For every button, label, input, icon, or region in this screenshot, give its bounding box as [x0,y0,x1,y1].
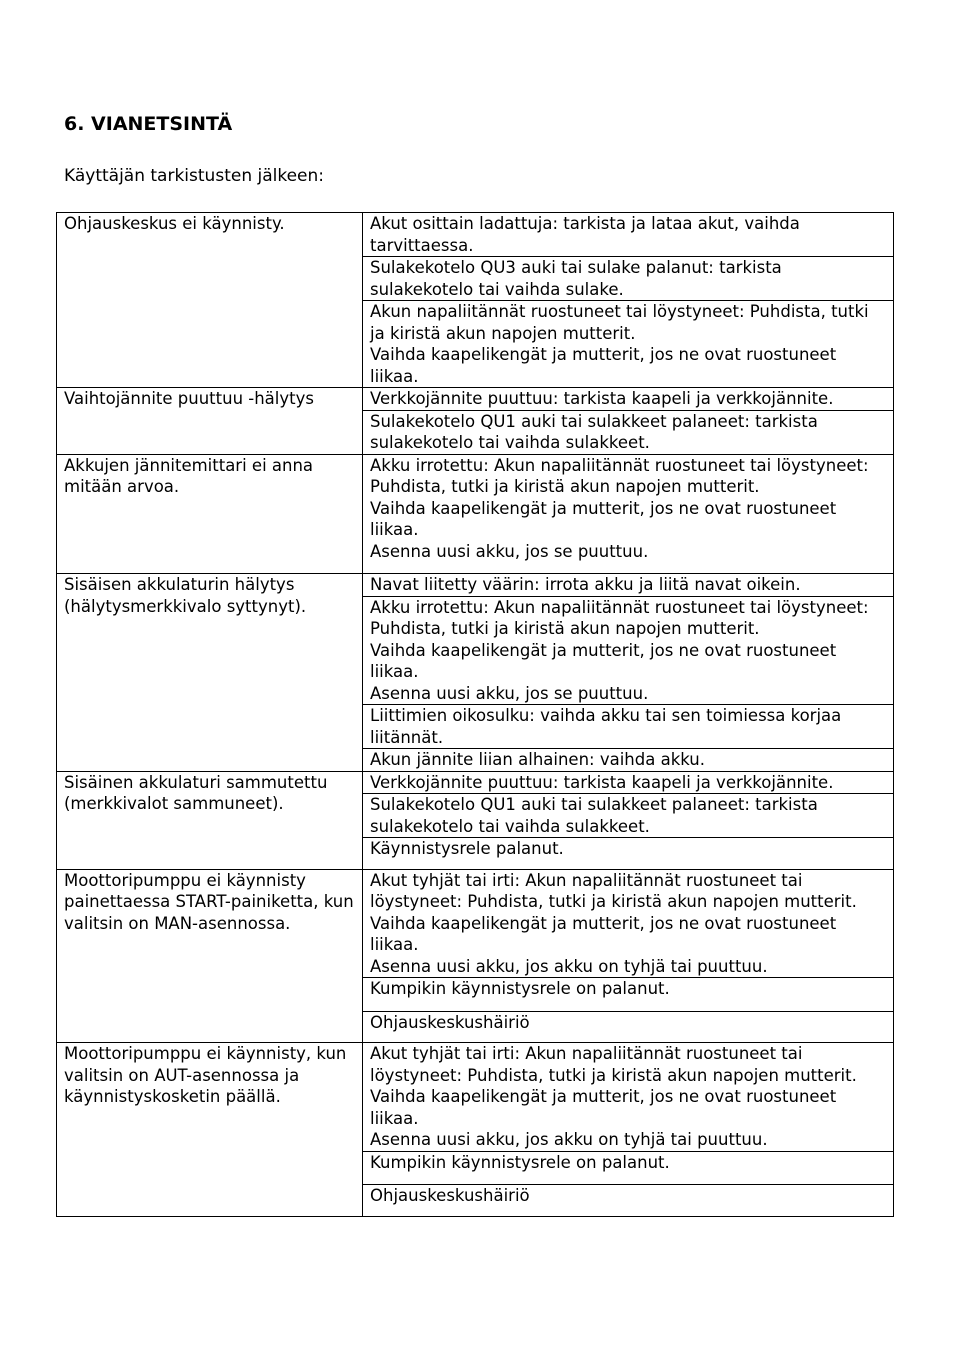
problem-cell: Sisäisen akkulaturin hälytys (hälytysmerkkivalo syttynyt). [57,574,363,772]
table-row [57,869,894,978]
table-row [57,454,894,574]
cause-cell: Sulakekotelo QU3 auki tai sulake palanut: tarkista sulakekotelo tai vaihda sulake. [363,257,894,301]
table-row [57,771,894,794]
cause-cell: Käynnistysrele palanut. [363,838,894,870]
cause-cell: Sulakekotelo QU1 auki tai sulakkeet palaneet: tarkista sulakekotelo tai vaihda sulakkeet. [363,410,894,454]
cause-cell: Verkkojännite puuttuu: tarkista kaapeli ja verkkojännite. [363,388,894,411]
problem-cell: Moottoripumppu ei käynnisty, kun valitsin on AUT-asennossa ja käynnistyskosketin päällä. [57,1043,363,1217]
section-subheading: Käyttäjän tarkistusten jälkeen: [64,166,325,186]
problem-cell: Sisäinen akkulaturi sammutettu (merkkivalot sammuneet). [57,771,363,869]
cause-cell: Akun napaliitännät ruostuneet tai löystyneet: Puhdista, tutki ja kiristä akun napojen mutterit. Vaihda kaapelikengät ja mutterit, jos ne ovat ruostuneet liikaa. [363,301,894,388]
cause-cell: Akut osittain ladattuja: tarkista ja lataa akut, vaihda tarvittaessa. [363,213,894,257]
cause-cell: Verkkojännite puuttuu: tarkista kaapeli ja verkkojännite. [363,771,894,794]
table-row [57,213,894,257]
cause-cell: Akku irrotettu: Akun napaliitännät ruostuneet tai löystyneet: Puhdista, tutki ja kiristä akun napojen mutterit. Vaihda kaapelikengät ja mutterit, jos ne ovat ruostuneet liikaa. Asenna uusi akku, jos se puuttuu. [363,596,894,705]
problem-cell: Ohjauskeskus ei käynnisty. [57,213,363,388]
cause-cell: Kumpikin käynnistysrele on palanut. [363,1151,894,1185]
problem-cell: Vaihtojännite puuttuu -hälytys [57,388,363,455]
cause-cell: Akut tyhjät tai irti: Akun napaliitännät ruostuneet tai löystyneet: Puhdista, tutki ja kiristä akun napojen mutterit. Vaihda kaapelikengät ja mutterit, jos ne ovat ruostuneet liikaa. Asenna uusi akku, jos akku on tyhjä tai puuttuu. [363,1043,894,1152]
troubleshooting-table [56,212,894,1217]
problem-cell: Moottoripumppu ei käynnisty painettaessa START-painiketta, kun valitsin on MAN-asennossa. [57,869,363,1043]
cause-cell: Kumpikin käynnistysrele on palanut. [363,978,894,1012]
cause-cell: Liittimien oikosulku: vaihda akku tai sen toimiessa korjaa liitännät. [363,705,894,749]
cause-cell: Ohjauskeskushäiriö [363,1011,894,1043]
section-heading: 6. VIANETSINTÄ [64,113,233,135]
cause-cell: Akku irrotettu: Akun napaliitännät ruostuneet tai löystyneet: Puhdista, tutki ja kiristä akun napojen mutterit. Vaihda kaapelikengät ja mutterit, jos ne ovat ruostuneet liikaa. Asenna uusi akku, jos se puuttuu. [363,454,894,574]
table-row [57,1043,894,1152]
table-row [57,388,894,411]
cause-cell: Navat liitetty väärin: irrota akku ja liitä navat oikein. [363,574,894,597]
cause-cell: Akut tyhjät tai irti: Akun napaliitännät ruostuneet tai löystyneet: Puhdista, tutki ja kiristä akun napojen mutterit. Vaihda kaapelikengät ja mutterit, jos ne ovat ruostuneet liikaa. Asenna uusi akku, jos akku on tyhjä tai puuttuu. [363,869,894,978]
cause-cell: Akun jännite liian alhainen: vaihda akku. [363,749,894,772]
problem-cell: Akkujen jännitemittari ei anna mitään arvoa. [57,454,363,574]
table-row [57,574,894,597]
cause-cell: Sulakekotelo QU1 auki tai sulakkeet palaneet: tarkista sulakekotelo tai vaihda sulakkeet. [363,794,894,838]
cause-cell: Ohjauskeskushäiriö [363,1185,894,1217]
